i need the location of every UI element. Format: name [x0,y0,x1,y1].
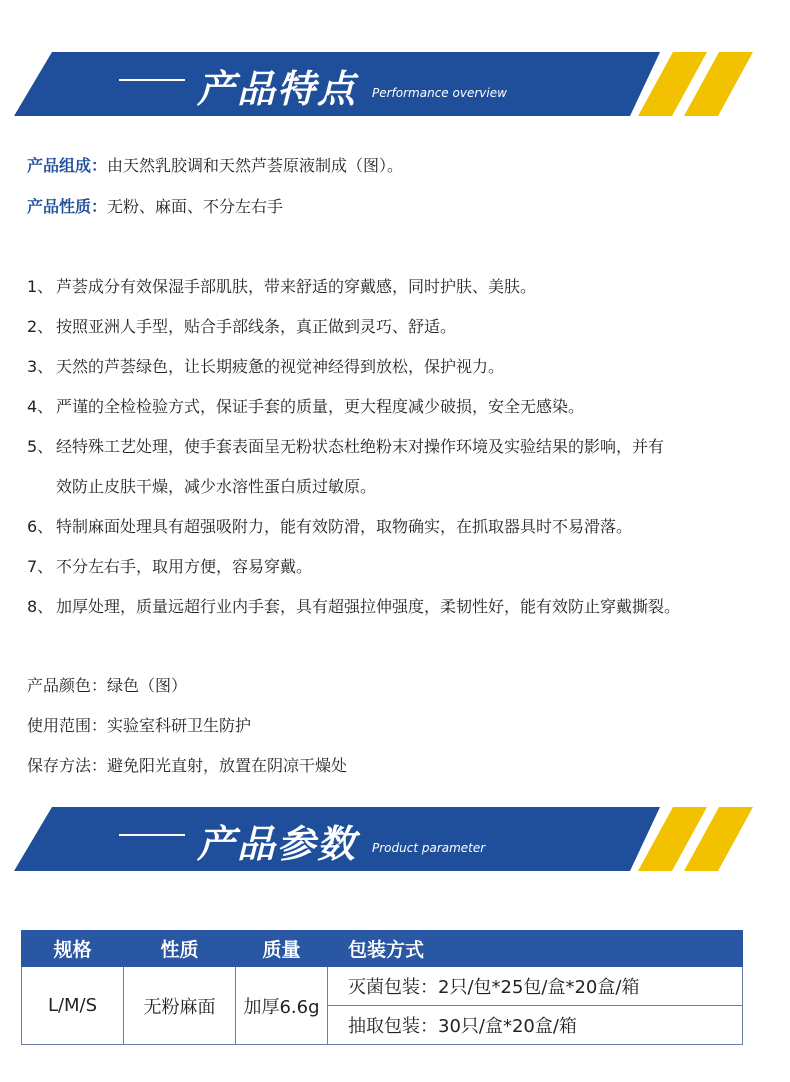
cell-size: L/M/S [22,967,124,1045]
cell-packaging-pull: 抽取包装：30只/盒*20盒/箱 [328,1006,743,1045]
usage-label: 使用范围： [27,716,108,735]
composition-line [27,155,403,177]
section-subtitle: Performance overview [372,86,507,100]
color-line [27,675,187,697]
nature-line [27,196,283,218]
header-quality: 质量 [236,931,328,967]
header-property: 性质 [124,931,236,967]
nature-label: 产品性质： [27,197,108,216]
table-header-row [22,931,743,967]
section-banner-features [0,52,790,118]
feature-item: 4、 严谨的全检检验方式，保证手套的质量，更大程度减少破损，安全无感染。 [27,397,585,416]
feature-item: 3、 天然的芦荟绿色，让长期疲惫的视觉神经得到放松，保护视力。 [27,357,505,376]
table-row [22,967,743,1006]
banner-dash [119,79,185,81]
feature-item: 1、 芦荟成分有效保湿手部肌肤，带来舒适的穿戴感，同时护肤、美肤。 [27,277,537,296]
composition-value: 由天然乳胶调和天然芦荟原液制成（图）。 [107,156,404,175]
cell-packaging-sterile: 灭菌包装：2只/包*25包/盒*20盒/箱 [328,967,743,1006]
section-title: 产品特点 [197,67,358,111]
banner-shape [0,52,790,118]
banner-shape [0,807,790,873]
nature-value: 无粉、麻面、不分左右手 [107,197,284,216]
storage-label: 保存方法： [27,756,108,775]
parameter-table [21,930,743,1045]
cell-quality: 加厚6.6g [236,967,328,1045]
feature-item: 6、 特制麻面处理具有超强吸附力，能有效防滑，取物确实，在抓取器具时不易滑落。 [27,517,633,536]
section-title: 产品参数 [197,822,358,866]
feature-item: 7、 不分左右手，取用方便，容易穿戴。 [27,557,313,576]
section-banner-params [0,807,790,873]
header-spec: 规格 [22,931,124,967]
usage-value: 实验室科研卫生防护 [107,716,252,735]
feature-item-continued: 效防止皮肤干燥，减少水溶性蛋白质过敏原。 [56,477,377,496]
storage-line [27,755,347,777]
feature-item: 5、 经特殊工艺处理，使手套表面呈无粉状态杜绝粉末对操作环境及实验结果的影响，并有 [27,437,665,456]
cell-property: 无粉麻面 [124,967,236,1045]
composition-label: 产品组成： [27,156,108,175]
color-value: 绿色（图） [107,676,188,695]
feature-item: 2、 按照亚洲人手型，贴合手部线条，真正做到灵巧、舒适。 [27,317,457,336]
color-label: 产品颜色： [27,676,108,695]
feature-item: 8、 加厚处理，质量远超行业内手套，具有超强拉伸强度，柔韧性好，能有效防止穿戴撕裂。 [27,597,681,616]
storage-value: 避免阳光直射，放置在阴凉干燥处 [107,756,348,775]
header-packaging: 包装方式 [328,931,743,967]
section-subtitle: Product parameter [372,841,486,855]
banner-dash [119,834,185,836]
usage-line [27,715,251,737]
